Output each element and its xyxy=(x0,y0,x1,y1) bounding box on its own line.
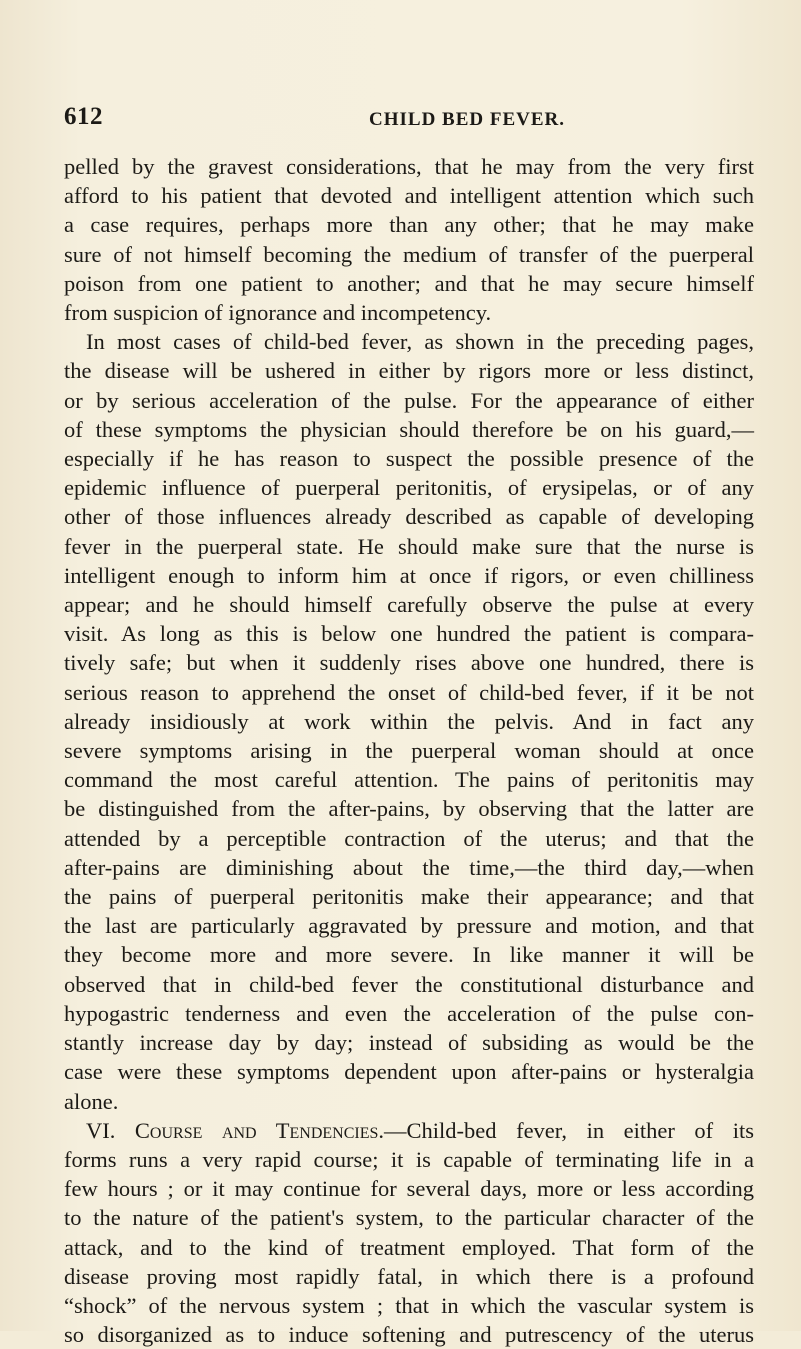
paragraph-3 xyxy=(64,1116,754,1349)
text-line: serious reason to apprehend the onset of child-bed fever, if it be not xyxy=(64,679,754,705)
text-line: In most cases of child-bed fever, as shown in the preceding pages, xyxy=(86,329,754,355)
running-head: CHILD BED FEVER. xyxy=(369,109,565,130)
text-line: pelled by the gravest considerations, that he may from the very first xyxy=(64,154,754,179)
text-line: so disorganized as to induce softening and putrescency of the uterus xyxy=(64,1322,754,1348)
section-heading: VI. Course and Tendencies. xyxy=(86,1117,385,1143)
text-line: attack, and to the kind of treatment employed. That form of the xyxy=(64,1234,754,1260)
text-line: the last are particularly aggravated by pressure and motion, and that xyxy=(64,913,754,939)
page-number: 612 xyxy=(64,103,103,130)
text-line: to the nature of the patient's system, to the particular character of the xyxy=(64,1205,754,1231)
text-line: a case requires, perhaps more than any other; that he may make xyxy=(64,212,754,238)
page-header xyxy=(64,103,754,133)
text-line: case were these symptoms dependent upon after-pains or hysteralgia xyxy=(64,1059,754,1085)
text-line: disease proving most rapidly fatal, in which there is a profound xyxy=(64,1263,754,1289)
text-line: from suspicion of ignorance and incompetency. xyxy=(64,300,492,326)
text-line: the pains of puerperal peritonitis make their appearance; and that xyxy=(64,884,754,910)
text-line: especially if he has reason to suspect the possible presence of the xyxy=(64,446,754,472)
text-line: of these symptoms the physician should therefore be on his guard,— xyxy=(64,416,754,442)
section-first-line xyxy=(64,1116,754,1145)
text-line: stantly increase day by day; instead of subsiding as would be the xyxy=(64,1030,754,1056)
section-first-line-text: —Child-bed fever, in either of its xyxy=(384,1117,754,1143)
text-line: intelligent enough to inform him at once if rigors, or even chilliness xyxy=(64,562,754,588)
text-line: after-pains are diminishing about the time,—the third day,—when xyxy=(64,854,754,880)
text-line: “shock” of the nervous system ; that in which the vascular system is xyxy=(64,1292,754,1318)
text-line: visit. As long as this is below one hundred the patient is compara- xyxy=(64,621,754,647)
body-text xyxy=(64,152,754,1349)
text-line: attended by a perceptible contraction of the uterus; and that the xyxy=(64,825,754,851)
text-line: other of those influences already described as capable of developing xyxy=(64,504,754,530)
text-line: already insidiously at work within the pelvis. And in fact any xyxy=(64,708,754,734)
text-line: appear; and he should himself carefully observe the pulse at every xyxy=(64,592,754,618)
text-line: or by serious acceleration of the pulse. For the appearance of either xyxy=(64,387,754,413)
text-line: the disease will be ushered in either by rigors more or less distinct, xyxy=(64,358,754,384)
text-line: afford to his patient that devoted and intelligent attention which such xyxy=(64,183,754,209)
paragraph-1 xyxy=(64,152,754,327)
text-line: command the most careful attention. The pains of peritonitis may xyxy=(64,767,754,793)
text-line: forms runs a very rapid course; it is capable of terminating life in a xyxy=(64,1146,754,1172)
text-line: epidemic influence of puerperal peritonitis, of erysipelas, or of any xyxy=(64,475,754,501)
text-line: fever in the puerperal state. He should make sure that the nurse is xyxy=(64,533,754,559)
text-line: hypogastric tenderness and even the acceleration of the pulse con- xyxy=(64,1000,754,1026)
text-line: poison from one patient to another; and that he may secure himself xyxy=(64,270,754,296)
text-line: few hours ; or it may continue for several days, more or less according xyxy=(64,1176,754,1202)
text-line: they become more and more severe. In like manner it will be xyxy=(64,942,754,968)
text-line: be distinguished from the after-pains, by observing that the latter are xyxy=(64,796,754,822)
text-line: sure of not himself becoming the medium of transfer of the puerperal xyxy=(64,241,754,267)
text-line: alone. xyxy=(64,1088,119,1114)
text-line: observed that in child-bed fever the constitutional disturbance and xyxy=(64,971,754,997)
paragraph-2 xyxy=(64,327,754,1115)
text-line: tively safe; but when it suddenly rises above one hundred, there is xyxy=(64,650,754,676)
text-line: severe symptoms arising in the puerperal woman should at once xyxy=(64,738,754,764)
